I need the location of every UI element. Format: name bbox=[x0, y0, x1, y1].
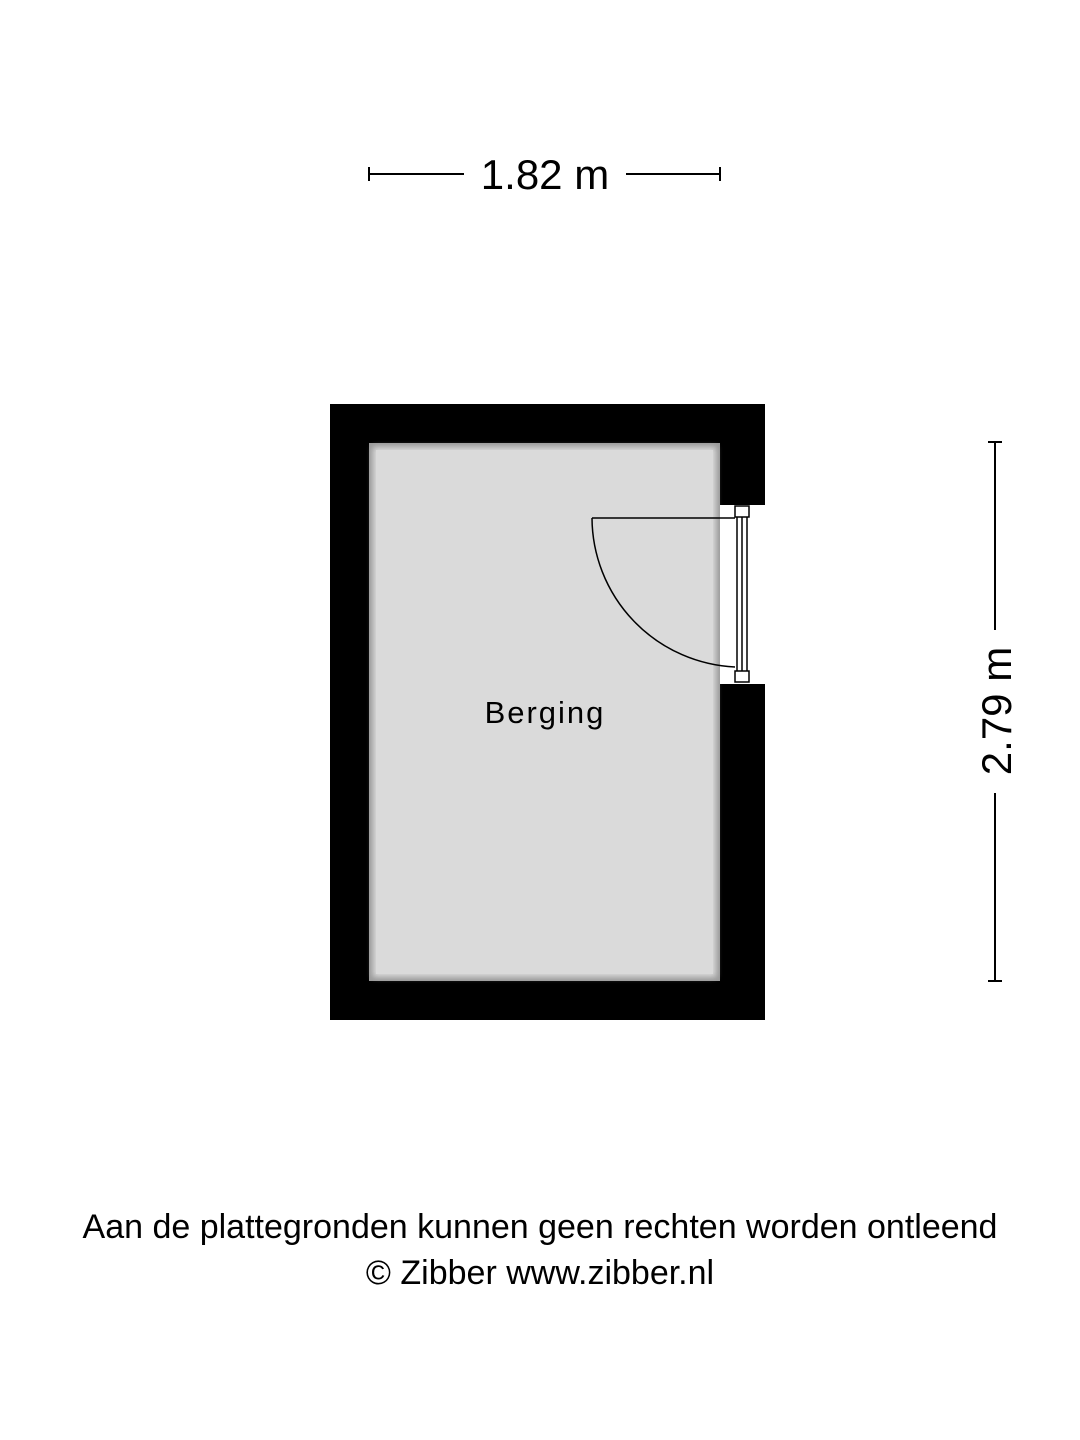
width-dimension-label: 1.82 m bbox=[480, 151, 610, 198]
height-dimension-label: 2.79 m bbox=[973, 646, 1020, 776]
room-label: Berging bbox=[484, 695, 606, 730]
height-dimension bbox=[973, 442, 1020, 981]
door-frame-top bbox=[735, 506, 749, 517]
room-berging bbox=[330, 404, 765, 1020]
copyright-text: © Zibber www.zibber.nl bbox=[365, 1254, 715, 1292]
width-dimension bbox=[369, 151, 720, 198]
footer bbox=[0, 1204, 1080, 1296]
door-frame-bottom bbox=[735, 671, 749, 682]
disclaimer-text: Aan de plattegronden kunnen geen rechten worden ontleend bbox=[82, 1208, 998, 1246]
